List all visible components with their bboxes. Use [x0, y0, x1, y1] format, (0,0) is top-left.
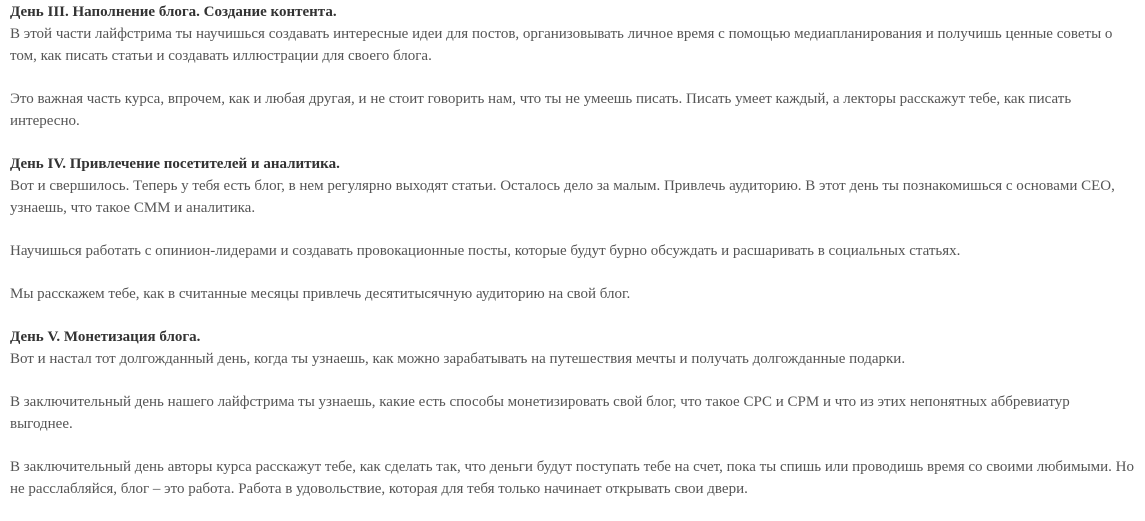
section-day-5	[10, 326, 1135, 500]
section-title: День V. Монетизация блога.	[10, 329, 201, 345]
paragraph: В заключительный день нашего лайфстрима ты узнаешь, какие есть способы монетизировать свой блог, что такое СРС и СРМ и что из этих непонятных аббревиатур выгоднее.	[10, 394, 1070, 432]
paragraph: Мы расскажем тебе, как в считанные месяцы привлечь десятитысячную аудиторию на свой блог.	[10, 286, 631, 302]
paragraph: В этой части лайфстрима ты научишься создавать интересные идеи для постов, организовывать личное время с помощью медиапланирования и получишь ценные советы о том, как писать статьи и создавать иллюстрации для своего блога.	[10, 26, 1113, 64]
paragraph: Научишься работать с опинион-лидерами и создавать провокационные посты, которые будут бурно обсуждать и расшаривать в социальных статьях.	[10, 243, 961, 259]
paragraph: Вот и свершилось. Теперь у тебя есть блог, в нем регулярно выходят статьи. Осталось дело за малым. Привлечь аудиторию. В этот день ты познакомишься с основами СЕО, узнаешь, что такое СММ и аналитика.	[10, 178, 1115, 216]
paragraph: В заключительный день авторы курса расскажут тебе, как сделать так, что деньги будут поступать тебе на счет, пока ты спишь или проводишь время со своими любимыми. Но не расслабляйся, блог – это работа. Работа в удовольствие, которая для тебя только начинает открывать свои двери.	[10, 459, 1134, 497]
section-title: День III. Наполнение блога. Создание контента.	[10, 4, 337, 20]
section-day-4	[10, 153, 1135, 305]
paragraph: Вот и настал тот долгожданный день, когда ты узнаешь, как можно зарабатывать на путешествия мечты и получать долгожданные подарки.	[10, 351, 906, 367]
paragraph: Это важная часть курса, впрочем, как и любая другая, и не стоит говорить нам, что ты не умеешь писать. Писать умеет каждый, а лекторы расскажут тебе, как писать интересно.	[10, 91, 1072, 129]
section-day-3	[10, 1, 1135, 132]
section-title: День IV. Привлечение посетителей и аналитика.	[10, 156, 340, 172]
